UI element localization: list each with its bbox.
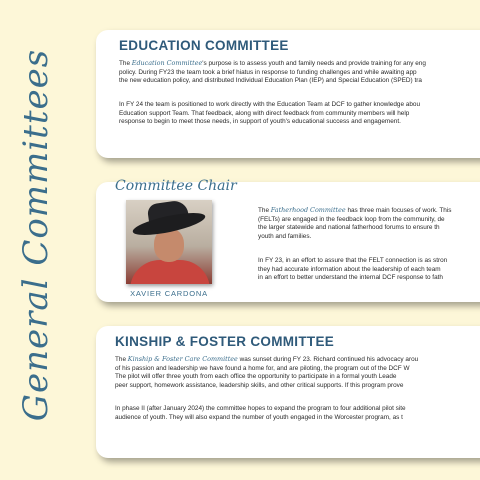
text-line: peer support, homework assistance, leadership skills, and other critical supports. If this program prove <box>115 382 404 390</box>
kinship-paragraph-2 <box>115 405 406 422</box>
chair-photo <box>126 200 212 284</box>
text-line: The pilot will offer three youth from each office the opportunity to participate in a formal youth Leade <box>115 373 397 381</box>
kinship-heading: KINSHIP & FOSTER COMMITTEE <box>115 334 335 349</box>
committee-chair-title: Committee Chair <box>115 178 237 194</box>
text-line: In FY 23, in an effort to assure that the FELT connection is as stron <box>258 257 448 264</box>
text-line: audience of youth. They will also expand the number of youth engaged in the Worcester program, as t <box>115 413 403 421</box>
text-line: The Education Committee's purpose is to assess youth and family needs and provide training for any eng <box>119 59 426 67</box>
text-line: they had accurate information about the leadership of each team <box>258 265 441 273</box>
text-line: response to begin to meet those needs, in support of youth's educational success and engagement. <box>119 118 401 126</box>
text-line: Education support Team. That feedback, along with direct feedback from community members will help <box>119 109 410 117</box>
education-heading: EDUCATION COMMITTEE <box>119 38 289 53</box>
text-line: (FELTs) are engaged in the feedback loop from the community, de <box>258 215 445 223</box>
text-line: The Kinship & Foster Care Committee was sunset during FY 23. Richard continued his advocacy arou <box>115 355 419 363</box>
education-paragraph-2 <box>119 101 420 127</box>
education-paragraph-1 <box>119 59 426 86</box>
text-line: policy. During FY23 the team took a brief hiatus in response to funding challenges and while awaiting app <box>119 68 417 76</box>
side-title-text: General Committees <box>16 48 56 422</box>
text-line: the new education policy, and distributed Individual Education Plan (IEP) and Special Education (SPED) tra <box>119 77 422 85</box>
text-line: The Fatherhood Committee has three main focuses of work. This <box>258 206 452 214</box>
fatherhood-paragraph-1 <box>258 206 451 242</box>
text-line: in an effort to better understand the internal DCF response to fath <box>258 274 443 282</box>
text-line: In FY 24 the team is positioned to work directly with the Education Team at DCF to gather knowledge abou <box>119 101 420 108</box>
text-line: the larger statewide and national fatherhood forums to ensure th <box>258 224 440 232</box>
text-line: youth and families. <box>258 233 312 241</box>
fatherhood-paragraph-2 <box>258 257 447 283</box>
kinship-paragraph-1 <box>115 355 418 391</box>
text-line: In phase II (after January 2024) the committee hopes to expand the program to four additional pilot site <box>115 405 406 412</box>
chair-name: XAVIER CARDONA <box>130 289 208 298</box>
side-title <box>6 48 66 422</box>
text-line: of his passion and leadership we have found a home for, and are piloting, the program out of the DCF W <box>115 364 410 372</box>
